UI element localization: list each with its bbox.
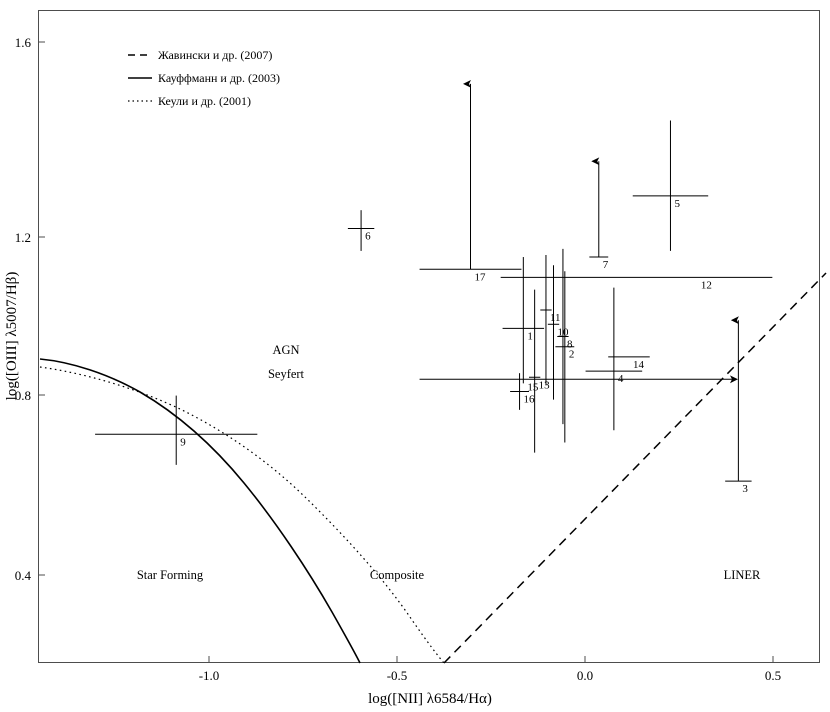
data-point-label: 16 [523, 393, 535, 406]
plot-frame [39, 11, 820, 663]
data-point-label: 2 [568, 348, 575, 361]
region-label-liner: LINER [723, 568, 761, 582]
kewley2001-curve [40, 367, 444, 663]
data-point [529, 290, 540, 453]
legend-label-kauffmann: Кауффманн и др. (2003) [158, 71, 280, 85]
data-point [633, 121, 708, 251]
x-axis-ticks [199, 656, 781, 683]
legend [128, 48, 280, 108]
data-points-layer [95, 84, 772, 481]
data-point-label: 5 [674, 197, 680, 210]
legend-label-schawinski: Жавински и др. (2007) [158, 48, 273, 62]
data-point-label: 7 [602, 259, 609, 272]
data-point-label: 17 [474, 271, 486, 284]
kauffmann2003-curve [40, 359, 360, 663]
data-point-label: 10 [557, 326, 569, 339]
y-tick-label: 0.4 [14, 568, 31, 583]
data-point-label: 8 [566, 338, 573, 351]
x-tick-label: -1.0 [198, 668, 220, 683]
region-label-star-forming: Star Forming [136, 568, 204, 582]
data-point-label: 6 [365, 230, 371, 243]
x-tick-label: 0.0 [576, 668, 594, 683]
data-point-label: 12 [700, 279, 712, 292]
data-point-label: 1 [527, 330, 533, 343]
data-point-label: 3 [742, 483, 748, 496]
y-tick-label: 0.8 [14, 388, 31, 403]
legend-label-kewley: Кеули и др. (2001) [158, 94, 251, 108]
region-label-composite: Composite [369, 568, 425, 582]
region-label-seyfert: Seyfert [267, 367, 305, 381]
x-tick-label: -0.5 [386, 668, 408, 683]
data-point-labels-layer [180, 198, 748, 495]
x-axis-title: log([NII] λ6584/Hα) [368, 691, 492, 707]
schawinski2007-curve [444, 273, 826, 663]
data-point-label: 11 [549, 312, 561, 325]
data-point [95, 396, 257, 465]
y-axis-title: log([OIII] λ5007/Hβ) [4, 271, 20, 401]
y-tick-label: 1.2 [14, 230, 31, 245]
data-point-label: 9 [180, 436, 186, 449]
data-point-label: 14 [632, 358, 644, 371]
data-point [420, 84, 522, 269]
data-point [589, 161, 608, 257]
data-point [503, 257, 545, 383]
data-point [725, 320, 751, 481]
data-point-label: 4 [617, 373, 624, 386]
data-point-label: 13 [538, 379, 550, 392]
data-point-label: 15 [527, 381, 539, 394]
x-tick-label: 0.5 [764, 668, 782, 683]
y-tick-label: 1.6 [14, 35, 31, 50]
region-label-agn: AGN [272, 343, 300, 357]
